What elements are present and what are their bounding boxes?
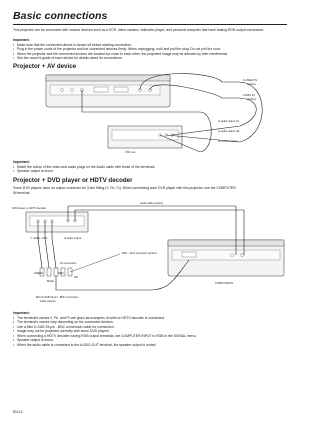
- list-item: • Match the colors of the video and audio plugs on the Audio cable with those of the terminals.: [13, 165, 155, 170]
- list-item: • Use a Mini D-SUB 15-pin - BNC conversion cable for connection.: [13, 325, 196, 330]
- important-label-3: Important:: [13, 311, 30, 315]
- list-item: • See the owner's guide of each device for details about its connections.: [13, 56, 228, 61]
- vcr-device: [108, 126, 182, 148]
- label-bnc-rca: BNC - RCA connector (option): [122, 252, 157, 255]
- label-video-output: to S-video output: [218, 140, 238, 143]
- section-heading-dvd: Projector + DVD player or HDTV decoder: [13, 177, 133, 184]
- list-item: • Speaker output is mono.: [13, 169, 155, 174]
- dvd-description-line-2: IN terminal.: [13, 190, 31, 195]
- section-heading-av: Projector + AV device: [13, 63, 77, 70]
- label-audio-output-l: to audio output (L): [218, 120, 240, 123]
- label-mini-dsub-option: cable (option): [40, 299, 56, 303]
- list-item: • Image may not be projected correctly with some DVD players.: [13, 329, 196, 334]
- title-rule: [13, 24, 287, 25]
- label-audio-output: to audio output: [64, 237, 82, 240]
- list-item: • The terminal's names Y, Pb, and Pr are given as examples of when a HDTV decoder is connected.: [13, 316, 196, 321]
- page-number: EN-14: [13, 410, 23, 414]
- list-item: • Plug in the power cords of the projector and the connected devices firmly. When unplugging, hold and pull the plug. Do not pull the cord.: [13, 47, 228, 52]
- label-audio-cable: Audio cable (option): [140, 202, 164, 205]
- page-title: Basic connections: [13, 10, 108, 22]
- list-item: • When the projector and the connected devices are located too close to each other, the projected image may be affected by their interference.: [13, 52, 228, 57]
- label-svideo-in: S-VIDEO IN: [243, 79, 257, 82]
- list-item: • When the audio cable is connected to the AUDIO OUT terminal, the speaker output is muted.: [13, 343, 196, 348]
- list-item: • Speaker output is mono.: [13, 338, 196, 343]
- label-audio-option: (option): [247, 97, 256, 101]
- label-red: RED: [58, 272, 64, 275]
- important-label-1: Important:: [13, 38, 30, 42]
- important-list-2: [13, 165, 155, 174]
- label-svideo-option: (option): [247, 82, 256, 86]
- dvd-player-device: [26, 212, 88, 232]
- dvd-description-line-1: Some DVD players have an output connector for 3-line fitting (Y, Cb, Cr). When connecting such DVD player with this projector, use the COMPUTER: [13, 186, 236, 190]
- intro-text: This projector can be connected with various devices such as a VCR, video camera, videodisc player, and personal computer that have analog RGB output connectors.: [13, 28, 265, 32]
- label-audio-output-r: to audio output (R): [218, 130, 240, 133]
- bnc-connectors: [40, 268, 72, 276]
- projector-rear-panel: [46, 75, 170, 107]
- projector-rear-panel: [168, 240, 284, 276]
- list-item: • When connecting a HDTV decoder having RGB output terminals, set COMPUTER INPUT to RGB in the SIGNAL menu.: [13, 334, 196, 339]
- label-no-connection: No connection: [60, 262, 77, 265]
- important-list-3: [13, 316, 196, 348]
- label-audio-in: AUDIO IN: [243, 94, 255, 97]
- label-mini-dsub: Mini D-SUB 15-pin - BNC conversion: [36, 296, 79, 299]
- list-item: • The terminal's names vary depending on the connected devices.: [13, 320, 196, 325]
- label-hd: HD: [74, 276, 78, 279]
- label-blue: BLUE: [47, 280, 54, 283]
- label-green: GREEN: [34, 272, 44, 275]
- label-ycbcr: Y, Cb/Pb, Cr/Pr: [30, 237, 48, 240]
- important-list-1: [13, 43, 228, 61]
- label-vcr: VCR, etc.: [125, 151, 137, 154]
- label-dvd-player: DVD player or HDTV decoder: [12, 207, 47, 210]
- av-connection-diagram: [0, 72, 300, 162]
- important-label-2: Important:: [13, 160, 30, 164]
- list-item: • Make sure that the connected device is turned off before starting connection.: [13, 43, 228, 48]
- label-computer-in: COMPUTER IN: [215, 282, 234, 285]
